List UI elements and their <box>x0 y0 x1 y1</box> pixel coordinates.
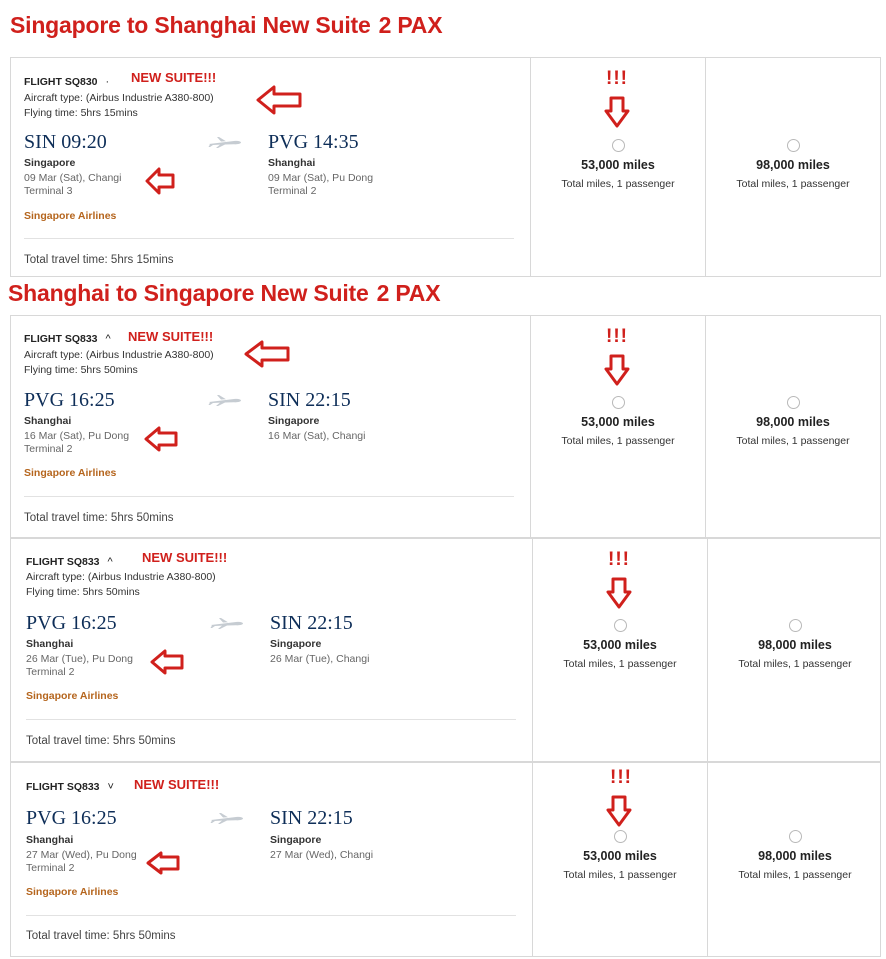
fare-option-saver[interactable] <box>531 396 705 447</box>
red-arrow-left-icon <box>244 340 290 368</box>
expand-toggle-icon[interactable]: ˅ <box>107 781 114 793</box>
fare-note: Total miles, 1 passenger <box>738 869 852 881</box>
fare-radio[interactable] <box>612 139 625 152</box>
flight-number-row[interactable] <box>24 333 111 345</box>
airline-name: Singapore Airlines <box>24 210 117 222</box>
flight-number: FLIGHT SQ833 <box>24 333 98 345</box>
total-travel-time: Total travel time: 5hrs 50mins <box>24 512 174 524</box>
flight-number-row[interactable] <box>26 781 114 793</box>
red-arrow-down-icon <box>604 354 630 386</box>
departure-time: PVG 16:25 <box>26 807 117 829</box>
flying-time: Flying time: 5hrs 15mins <box>24 107 138 119</box>
aircraft-type: Aircraft type: (Airbus Industrie A380-800) <box>24 92 214 104</box>
airline-name: Singapore Airlines <box>26 886 119 898</box>
arrival-city: Singapore <box>270 638 322 650</box>
departure-terminal: Terminal 3 <box>24 185 73 197</box>
aircraft-type: Aircraft type: (Airbus Industrie A380-800) <box>26 571 216 583</box>
total-travel-time: Total travel time: 5hrs 50mins <box>26 735 176 747</box>
fare-note: Total miles, 1 passenger <box>563 869 677 881</box>
flight-number-row[interactable] <box>24 76 109 88</box>
departure-time: PVG 16:25 <box>24 389 115 411</box>
fare-note: Total miles, 1 passenger <box>736 178 850 190</box>
fare-radio[interactable] <box>789 830 802 843</box>
arrival-date: 09 Mar (Sat), Pu Dong <box>268 172 374 184</box>
new-suite-annotation: NEW SUITE!!! <box>128 329 214 344</box>
red-arrow-left-icon <box>256 85 302 115</box>
departure-date: 16 Mar (Sat), Pu Dong <box>24 430 130 442</box>
arrival-date: 16 Mar (Sat), Changi <box>268 430 366 442</box>
red-arrow-left-icon <box>144 426 178 452</box>
fare-option-saver[interactable] <box>533 619 707 670</box>
fare-option-advantage[interactable] <box>706 396 880 447</box>
red-arrow-left-icon <box>146 851 180 875</box>
red-arrow-down-icon <box>606 577 632 609</box>
departure-city: Shanghai <box>24 415 72 427</box>
exclaim-annotation: !!! <box>606 68 628 89</box>
red-arrow-down-icon <box>606 795 632 827</box>
fare-note: Total miles, 1 passenger <box>736 435 850 447</box>
flight-card <box>10 315 881 538</box>
fare-miles: 53,000 miles <box>583 638 657 652</box>
flight-card <box>10 538 881 762</box>
flight-number: FLIGHT SQ833 <box>26 556 100 568</box>
flying-time: Flying time: 5hrs 50mins <box>24 364 138 376</box>
departure-time: SIN 09:20 <box>24 131 107 153</box>
fare-option-saver[interactable] <box>533 830 707 881</box>
exclaim-annotation: !!! <box>610 767 632 788</box>
arrival-date: 27 Mar (Wed), Changi <box>270 849 374 861</box>
departure-city: Singapore <box>24 157 76 169</box>
fare-miles: 98,000 miles <box>756 158 830 172</box>
departure-terminal: Terminal 2 <box>26 862 75 874</box>
fare-miles: 53,000 miles <box>581 158 655 172</box>
arrival-city: Singapore <box>270 834 322 846</box>
departure-date: 26 Mar (Tue), Pu Dong <box>26 653 133 665</box>
arrival-time: SIN 22:15 <box>270 807 353 829</box>
departure-terminal: Terminal 2 <box>24 443 73 455</box>
aircraft-type: Aircraft type: (Airbus Industrie A380-800) <box>24 349 214 361</box>
departure-time: PVG 16:25 <box>26 612 117 634</box>
plane-icon <box>210 616 244 630</box>
fare-miles: 53,000 miles <box>583 849 657 863</box>
flight-number-row[interactable] <box>26 556 113 568</box>
fare-radio[interactable] <box>787 396 800 409</box>
arrival-date: 26 Mar (Tue), Changi <box>270 653 370 665</box>
return-heading-pax: 2 PAX <box>376 280 441 306</box>
flight-number: FLIGHT SQ830 <box>24 76 98 88</box>
return-heading-title: Shanghai to Singapore New Suite <box>8 280 369 306</box>
arrival-time: PVG 14:35 <box>268 131 359 153</box>
airline-name: Singapore Airlines <box>26 690 119 702</box>
flight-card <box>10 57 881 277</box>
fare-miles: 98,000 miles <box>758 638 832 652</box>
fare-miles: 98,000 miles <box>758 849 832 863</box>
return-heading <box>8 280 440 307</box>
collapse-toggle-icon[interactable]: ^ <box>107 556 113 568</box>
fare-option-saver[interactable] <box>531 139 705 190</box>
collapse-toggle-icon[interactable]: ^ <box>105 333 111 345</box>
expand-toggle-icon[interactable]: · <box>105 76 110 88</box>
departure-terminal: Terminal 2 <box>26 666 75 678</box>
fare-radio[interactable] <box>789 619 802 632</box>
fare-radio[interactable] <box>614 830 627 843</box>
exclaim-annotation: !!! <box>606 326 628 347</box>
exclaim-annotation: !!! <box>608 549 630 570</box>
arrival-city: Singapore <box>268 415 320 427</box>
outbound-heading-pax: 2 PAX <box>378 12 443 38</box>
red-arrow-down-icon <box>604 96 630 128</box>
total-travel-time: Total travel time: 5hrs 15mins <box>24 254 174 266</box>
departure-city: Shanghai <box>26 834 74 846</box>
plane-icon <box>208 393 242 407</box>
departure-date: 09 Mar (Sat), Changi <box>24 172 122 184</box>
outbound-heading <box>10 12 442 39</box>
flight-number: FLIGHT SQ833 <box>26 781 100 793</box>
arrival-time: SIN 22:15 <box>270 612 353 634</box>
arrival-time: SIN 22:15 <box>268 389 351 411</box>
fare-radio[interactable] <box>787 139 800 152</box>
fare-note: Total miles, 1 passenger <box>561 178 675 190</box>
fare-miles: 53,000 miles <box>581 415 655 429</box>
fare-option-advantage[interactable] <box>708 619 882 670</box>
outbound-heading-title: Singapore to Shanghai New Suite <box>10 12 371 38</box>
fare-option-advantage[interactable] <box>708 830 882 881</box>
new-suite-annotation: NEW SUITE!!! <box>131 70 217 85</box>
red-arrow-left-icon <box>145 166 175 196</box>
arrival-terminal: Terminal 2 <box>268 185 317 197</box>
departure-city: Shanghai <box>26 638 74 650</box>
fare-note: Total miles, 1 passenger <box>563 658 677 670</box>
plane-icon <box>208 135 242 149</box>
fare-note: Total miles, 1 passenger <box>561 435 675 447</box>
fare-note: Total miles, 1 passenger <box>738 658 852 670</box>
fare-radio[interactable] <box>614 619 627 632</box>
total-travel-time: Total travel time: 5hrs 50mins <box>26 930 176 942</box>
new-suite-annotation: NEW SUITE!!! <box>142 550 228 565</box>
departure-date: 27 Mar (Wed), Pu Dong <box>26 849 137 861</box>
fare-miles: 98,000 miles <box>756 415 830 429</box>
airline-name: Singapore Airlines <box>24 467 117 479</box>
flying-time: Flying time: 5hrs 50mins <box>26 586 140 598</box>
new-suite-annotation: NEW SUITE!!! <box>134 777 220 792</box>
fare-option-advantage[interactable] <box>706 139 880 190</box>
flight-card <box>10 762 881 957</box>
fare-radio[interactable] <box>612 396 625 409</box>
arrival-city: Shanghai <box>268 157 316 169</box>
plane-icon <box>210 811 244 825</box>
red-arrow-left-icon <box>150 649 184 675</box>
